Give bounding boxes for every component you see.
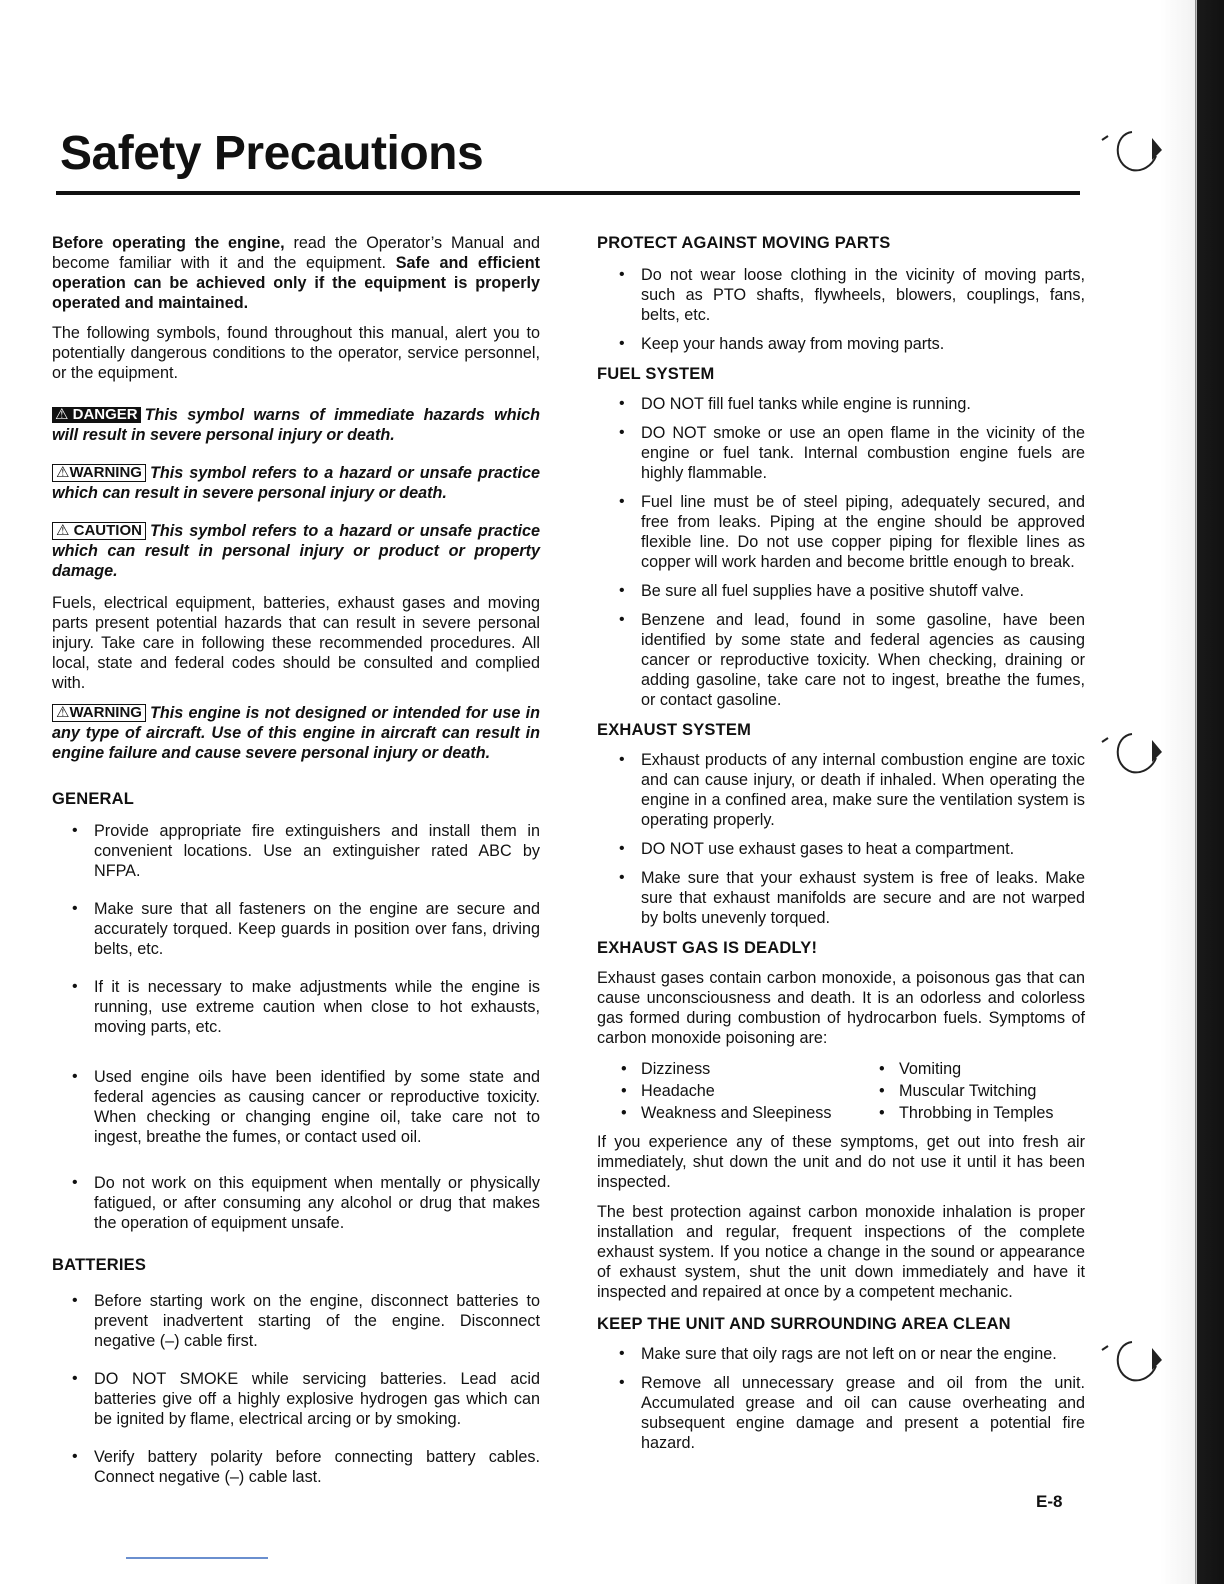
- danger-notice: [52, 405, 540, 445]
- warning-notice: [52, 463, 540, 503]
- page-title: Safety Precautions: [60, 127, 484, 180]
- exhaust-deadly-heading: EXHAUST GAS IS DEADLY!: [597, 939, 818, 957]
- aircraft-warning-badge: ⚠WARNING: [52, 704, 146, 722]
- fuel-system-list: [597, 394, 1085, 710]
- symbols-paragraph: The following symbols, found throughout this manual, alert you to potentially dangerous conditions to the operator, service personnel, or the equipment.: [52, 324, 540, 382]
- intro-bold: Safe and efficient operation can be achieved only if the equipment is properly operated and maintained.: [52, 254, 540, 312]
- list-item: • DO NOT smoke or use an open flame in the vicinity of the engine or fuel tank. Internal combustion engine fuels are highly flammable.: [641, 423, 1085, 483]
- symptoms-after-paragraph: If you experience any of these symptoms, get out into fresh air immediately, shut down the unit and do not use it until it has been inspected.: [597, 1133, 1085, 1191]
- list-item: • Weakness and Sleepiness: [619, 1102, 877, 1124]
- danger-badge: ⚠ DANGER: [52, 407, 141, 423]
- exhaust-deadly-paragraph: Exhaust gases contain carbon monoxide, a poisonous gas that can cause unconsciousness and death. It is an odorless and colorless gas formed during combustion of hydrocarbon fuels. Symptoms of carbon monoxide poisoning are:: [597, 969, 1085, 1047]
- list-item: • Do not wear loose clothing in the vicinity of moving parts, such as PTO shafts, flywheels, blowers, couplings, fans, belts, etc.: [641, 265, 1085, 325]
- fuel-system-heading: FUEL SYSTEM: [597, 365, 715, 383]
- list-item: • Vomiting: [877, 1058, 1077, 1080]
- list-item: • Headache: [619, 1080, 877, 1102]
- batteries-heading: BATTERIES: [52, 1256, 147, 1274]
- list-item: • Muscular Twitching: [877, 1080, 1077, 1102]
- list-item: • Make sure that oily rags are not left on or near the engine.: [641, 1344, 1085, 1364]
- hazards-paragraph: Fuels, electrical equipment, batteries, exhaust gases and moving parts present potential hazards that can result in severe personal injury. Take care in following these recommended procedures. All local, state and federal codes should be consulted and complied with.: [52, 594, 540, 692]
- list-item: • Make sure that your exhaust system is free of leaks. Make sure that exhaust manifolds are secure and are not warped by bolts unevenly torqued.: [641, 868, 1085, 928]
- list-item: • Exhaust products of any internal combustion engine are toxic and can cause injury, or death if inhaled. When operating the engine in a confined area, make sure the ventilation system is operating properly.: [641, 750, 1085, 830]
- list-item: • Do not work on this equipment when mentally or physically fatigued, or after consuming any alcohol or drug that makes the operation of equipment unsafe.: [94, 1173, 540, 1233]
- list-item: • Dizziness: [619, 1058, 877, 1080]
- list-item: • Verify battery polarity before connecting battery cables. Connect negative (–) cable last.: [94, 1447, 540, 1487]
- warning-text: This symbol refers to a hazard or unsafe practice which can result in severe personal injury or death.: [52, 464, 540, 502]
- scan-mark: [126, 1557, 268, 1559]
- list-item: • Benzene and lead, found in some gasoline, have been identified by some state and federal agencies as causing cancer or reproductive toxicity. When checking, draining or adding gasoline, take care not to ingest, breathe the fumes, or contact gasoline.: [641, 610, 1085, 710]
- list-item: • Make sure that all fasteners on the engine are secure and accurately torqued. Keep guards in position over fans, driving belts, etc.: [94, 899, 540, 959]
- aircraft-warning-text: This engine is not designed or intended for use in any type of aircraft. Use of this engine in aircraft can result in engine failure and cause severe personal injury or death.: [52, 704, 540, 762]
- list-item: • DO NOT fill fuel tanks while engine is running.: [641, 394, 1085, 414]
- intro-lead: Before operating the engine,: [52, 234, 285, 252]
- caution-notice: [52, 521, 540, 581]
- list-item: • Throbbing in Temples: [877, 1102, 1077, 1124]
- exhaust-system-list: [597, 750, 1085, 928]
- binder-ring-icon: [1098, 120, 1162, 184]
- list-item: • Keep your hands away from moving parts.: [641, 334, 1085, 354]
- list-item: • DO NOT use exhaust gases to heat a compartment.: [641, 839, 1085, 859]
- moving-parts-heading: PROTECT AGAINST MOVING PARTS: [597, 234, 891, 252]
- danger-text: This symbol warns of immediate hazards which will result in severe personal injury or death.: [52, 406, 540, 444]
- symptoms-list: [619, 1058, 1085, 1124]
- page-edge-shadow: [1160, 0, 1224, 1584]
- binder-ring-icon: [1098, 1330, 1162, 1394]
- protection-paragraph: The best protection against carbon monoxide inhalation is proper installation and regular, frequent inspections of the complete exhaust system. If you notice a change in the sound or appearance of exhaust system, shut the unit down immediately and have it inspected and repaired at once by a competent mechanic.: [597, 1203, 1085, 1301]
- exhaust-system-heading: EXHAUST SYSTEM: [597, 721, 752, 739]
- list-item: • Remove all unnecessary grease and oil from the unit. Accumulated grease and oil can cause overheating and subsequent engine damage and present a potential fire hazard.: [641, 1373, 1085, 1453]
- intro-paragraph: [52, 233, 540, 313]
- page-edge-line: [1196, 0, 1197, 1584]
- list-item: • DO NOT SMOKE while servicing batteries. Lead acid batteries give off a highly explosive hydrogen gas which can be ignited by flame, electrical arcing or by smoking.: [94, 1369, 540, 1429]
- general-list: [52, 821, 540, 1233]
- moving-parts-list: [597, 265, 1085, 354]
- left-column: [52, 233, 540, 1505]
- binder-ring-icon: [1098, 722, 1162, 786]
- general-heading: GENERAL: [52, 790, 135, 808]
- title-rule: [56, 191, 1080, 195]
- page-number: E-8: [1036, 1492, 1063, 1511]
- caution-badge: ⚠ CAUTION: [52, 522, 146, 540]
- warning-badge: ⚠WARNING: [52, 464, 146, 482]
- list-item: • Be sure all fuel supplies have a positive shutoff valve.: [641, 581, 1085, 601]
- batteries-list: [52, 1291, 540, 1487]
- list-item: • Provide appropriate fire extinguishers and install them in convenient locations. Use an extinguisher rated ABC by NFPA.: [94, 821, 540, 881]
- aircraft-warning-notice: [52, 703, 540, 763]
- list-item: • Used engine oils have been identified by some state and federal agencies as causing cancer or reproductive toxicity. When checking or changing engine oil, take care not to ingest, breathe the fumes, or contact used oil.: [94, 1067, 540, 1147]
- intro-rest: read the Operator’s Manual and become familiar with it and the equipment.: [52, 234, 540, 272]
- list-item: • Fuel line must be of steel piping, adequately secured, and free from leaks. Piping at the engine should be approved flexible line. Do not use copper piping for flexible lines as copper will work harden and become brittle enough to break.: [641, 492, 1085, 572]
- caution-text: This symbol refers to a hazard or unsafe practice which can result in personal injury or product or property damage.: [52, 522, 540, 580]
- right-column: [597, 233, 1085, 1462]
- keep-clean-list: [597, 1344, 1085, 1453]
- keep-clean-heading: KEEP THE UNIT AND SURROUNDING AREA CLEAN: [597, 1315, 1011, 1333]
- list-item: • Before starting work on the engine, disconnect batteries to prevent inadvertent starting of the engine. Disconnect negative (–) cable first.: [94, 1291, 540, 1351]
- list-item: • If it is necessary to make adjustments while the engine is running, use extreme caution when close to hot exhausts, moving parts, etc.: [94, 977, 540, 1037]
